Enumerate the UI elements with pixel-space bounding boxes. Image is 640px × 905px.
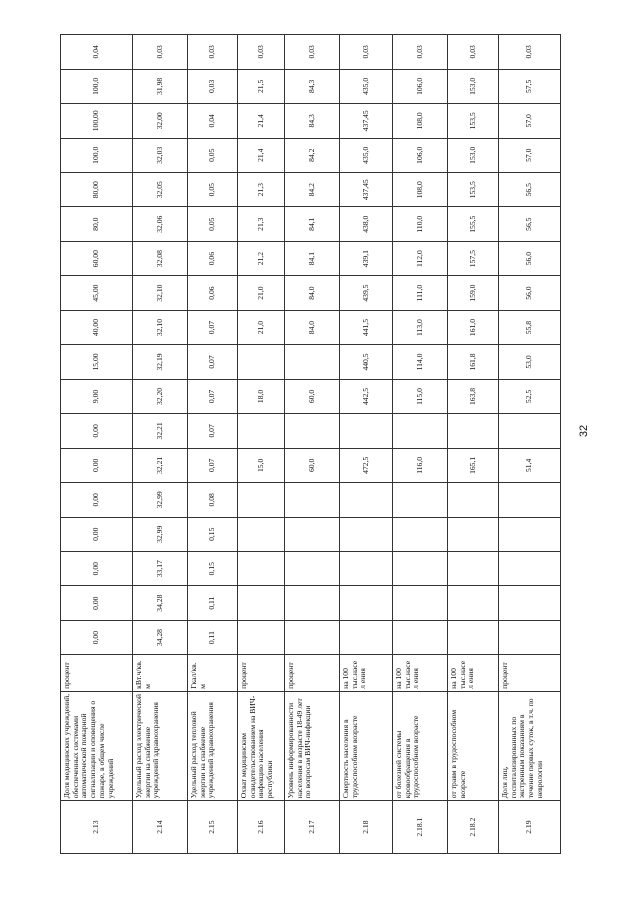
value-cell: 0,03 [393, 35, 448, 70]
value-cell [285, 586, 340, 620]
indicator-name-cell: от травм в трудоспособном возрасте [448, 691, 499, 800]
value-cell [393, 483, 448, 517]
value-cell: 0,05 [188, 173, 238, 207]
value-cell: 0,03 [133, 35, 188, 70]
value-cell: 52,5 [499, 379, 561, 413]
value-cell [393, 414, 448, 448]
value-cell: 161,0 [448, 310, 499, 344]
value-cell: 32,99 [133, 483, 188, 517]
value-cell [340, 414, 393, 448]
value-cell: 0,07 [188, 379, 238, 413]
value-cell: 0,00 [61, 517, 133, 551]
value-cell: 0,03 [448, 35, 499, 70]
value-cell: 15,0 [238, 448, 285, 482]
row-number-cell: 2.17 [285, 801, 340, 854]
value-cell: 40,00 [61, 310, 133, 344]
value-cell: 439,1 [340, 241, 393, 275]
value-cell: 32,03 [133, 138, 188, 172]
value-cell [238, 414, 285, 448]
value-cell: 0,03 [188, 69, 238, 103]
value-cell: 100,0 [61, 138, 133, 172]
value-cell: 435,0 [340, 138, 393, 172]
value-cell: 472,5 [340, 448, 393, 482]
value-cell: 0,03 [499, 35, 561, 70]
row-number-cell: 2.16 [238, 801, 285, 854]
table-row [393, 35, 448, 854]
value-cell: 0,00 [61, 414, 133, 448]
row-number-cell: 2.18.1 [393, 801, 448, 854]
value-cell: 0,05 [188, 207, 238, 241]
table-row [340, 35, 393, 854]
value-cell [285, 551, 340, 585]
value-cell [448, 620, 499, 654]
value-cell [499, 483, 561, 517]
unit-cell: процент [285, 655, 340, 691]
value-cell: 21,2 [238, 241, 285, 275]
value-cell: 84,2 [285, 173, 340, 207]
value-cell: 21,4 [238, 138, 285, 172]
value-cell: 435,0 [340, 69, 393, 103]
value-cell: 0,03 [188, 35, 238, 70]
value-cell: 53,0 [499, 345, 561, 379]
value-cell: 34,28 [133, 586, 188, 620]
indicator-name-cell: Смертность населения в трудоспособном возрасте [340, 691, 393, 800]
value-cell: 0,07 [188, 448, 238, 482]
value-cell: 34,28 [133, 620, 188, 654]
row-number-cell: 2.19 [499, 801, 561, 854]
indicators-table [60, 34, 561, 854]
value-cell: 60,00 [61, 241, 133, 275]
value-cell [285, 414, 340, 448]
value-cell: 438,0 [340, 207, 393, 241]
value-cell: 32,21 [133, 448, 188, 482]
value-cell: 0,06 [188, 241, 238, 275]
value-cell [340, 551, 393, 585]
value-cell [340, 620, 393, 654]
value-cell: 57,0 [499, 104, 561, 138]
value-cell: 32,19 [133, 345, 188, 379]
value-cell: 0,05 [188, 138, 238, 172]
unit-cell: на 100 тыс.насел ения [393, 655, 448, 691]
value-cell: 32,99 [133, 517, 188, 551]
value-cell: 80,0 [61, 207, 133, 241]
value-cell: 9,00 [61, 379, 133, 413]
row-number-cell: 2.18 [340, 801, 393, 854]
unit-cell: на 100 тыс.насел ения [448, 655, 499, 691]
value-cell: 0,07 [188, 310, 238, 344]
value-cell [340, 483, 393, 517]
value-cell [448, 414, 499, 448]
unit-cell: процент [499, 655, 561, 691]
row-number-cell: 2.15 [188, 801, 238, 854]
value-cell [499, 586, 561, 620]
value-cell: 0,03 [238, 35, 285, 70]
value-cell: 0,03 [340, 35, 393, 70]
value-cell [499, 620, 561, 654]
value-cell [285, 345, 340, 379]
value-cell: 442,5 [340, 379, 393, 413]
value-cell [393, 620, 448, 654]
value-cell: 0,15 [188, 551, 238, 585]
value-cell: 0,15 [188, 517, 238, 551]
value-cell: 0,11 [188, 620, 238, 654]
row-number-cell: 2.14 [133, 801, 188, 854]
value-cell: 21,0 [238, 310, 285, 344]
value-cell: 155,5 [448, 207, 499, 241]
value-cell: 84,3 [285, 104, 340, 138]
value-cell: 56,0 [499, 241, 561, 275]
value-cell: 56,5 [499, 173, 561, 207]
value-cell: 153,5 [448, 173, 499, 207]
value-cell: 56,0 [499, 276, 561, 310]
unit-cell: на 100 тыс.насел ения [340, 655, 393, 691]
table-row [61, 35, 133, 854]
value-cell: 440,5 [340, 345, 393, 379]
row-number-cell: 2.18.2 [448, 801, 499, 854]
value-cell: 15,00 [61, 345, 133, 379]
value-cell: 21,0 [238, 276, 285, 310]
value-cell [499, 517, 561, 551]
value-cell: 0,07 [188, 414, 238, 448]
value-cell [448, 551, 499, 585]
value-cell [393, 517, 448, 551]
indicator-name-cell: Уровень информированности населения в возрасте 18-49 лет по вопросам ВИЧ-инфекции [285, 691, 340, 800]
value-cell [340, 517, 393, 551]
table-row [285, 35, 340, 854]
value-cell: 45,00 [61, 276, 133, 310]
value-cell: 84,1 [285, 241, 340, 275]
value-cell: 153,5 [448, 104, 499, 138]
value-cell: 32,10 [133, 276, 188, 310]
value-cell: 113,0 [393, 310, 448, 344]
value-cell: 0,04 [188, 104, 238, 138]
value-cell [285, 483, 340, 517]
value-cell: 60,0 [285, 448, 340, 482]
value-cell: 32,21 [133, 414, 188, 448]
value-cell: 56,5 [499, 207, 561, 241]
value-cell [238, 620, 285, 654]
value-cell: 0,00 [61, 483, 133, 517]
value-cell: 110,0 [393, 207, 448, 241]
value-cell: 0,03 [285, 35, 340, 70]
value-cell [340, 586, 393, 620]
value-cell: 0,00 [61, 586, 133, 620]
value-cell: 18,0 [238, 379, 285, 413]
value-cell: 0,00 [61, 551, 133, 585]
value-cell: 21,4 [238, 104, 285, 138]
value-cell [393, 551, 448, 585]
value-cell: 84,1 [285, 207, 340, 241]
value-cell: 84,3 [285, 69, 340, 103]
value-cell: 114,0 [393, 345, 448, 379]
value-cell [448, 483, 499, 517]
value-cell: 106,0 [393, 69, 448, 103]
unit-cell: процент [238, 655, 285, 691]
value-cell: 84,2 [285, 138, 340, 172]
rotated-table-page [60, 34, 560, 854]
value-cell: 116,0 [393, 448, 448, 482]
value-cell: 437,45 [340, 104, 393, 138]
value-cell [238, 551, 285, 585]
value-cell [393, 586, 448, 620]
value-cell [448, 586, 499, 620]
value-cell: 32,00 [133, 104, 188, 138]
value-cell: 108,0 [393, 104, 448, 138]
value-cell [238, 586, 285, 620]
value-cell: 51,4 [499, 448, 561, 482]
value-cell [285, 517, 340, 551]
indicator-name-cell: Доля медицинских учреждений, обеспеченных системами автоматической пожарной сигнализации и оповещения о пожаре, в общем числе учреждений [61, 691, 133, 800]
value-cell: 108,0 [393, 173, 448, 207]
value-cell: 57,0 [499, 138, 561, 172]
value-cell [448, 517, 499, 551]
value-cell: 21,5 [238, 69, 285, 103]
value-cell [238, 517, 285, 551]
value-cell: 153,0 [448, 138, 499, 172]
indicator-name-cell: Охват медицинским освидетельствованием на ВИЧ-инфекцию населения республики [238, 691, 285, 800]
value-cell: 0,00 [61, 448, 133, 482]
value-cell: 437,45 [340, 173, 393, 207]
value-cell: 165,1 [448, 448, 499, 482]
value-cell: 0,06 [188, 276, 238, 310]
value-cell: 0,04 [61, 35, 133, 70]
value-cell [238, 483, 285, 517]
value-cell: 21,3 [238, 173, 285, 207]
value-cell: 33,17 [133, 551, 188, 585]
page-number: 32 [578, 424, 591, 438]
value-cell: 57,5 [499, 69, 561, 103]
indicator-name-cell: от болезней системы кровообращения в трудоспособном возрасте [393, 691, 448, 800]
value-cell: 100,0 [61, 69, 133, 103]
value-cell: 0,08 [188, 483, 238, 517]
value-cell: 60,0 [285, 379, 340, 413]
indicator-name-cell: Удельный расход тепловой энергии на снабжение учреждений здравоохранения [188, 691, 238, 800]
value-cell: 84,0 [285, 276, 340, 310]
value-cell: 163,8 [448, 379, 499, 413]
unit-cell: процент [61, 655, 133, 691]
table-row [448, 35, 499, 854]
value-cell: 80,00 [61, 173, 133, 207]
value-cell: 115,0 [393, 379, 448, 413]
table-row [133, 35, 188, 854]
value-cell: 32,06 [133, 207, 188, 241]
table-row [499, 35, 561, 854]
value-cell [499, 414, 561, 448]
value-cell [285, 620, 340, 654]
value-cell: 0,11 [188, 586, 238, 620]
value-cell: 31,98 [133, 69, 188, 103]
indicator-name-cell: Доля лиц, госпитализированных по экстренным показаниям в течение первых суток, в т.ч. по неврологии [499, 691, 561, 800]
value-cell: 32,20 [133, 379, 188, 413]
value-cell: 153,0 [448, 69, 499, 103]
value-cell: 84,0 [285, 310, 340, 344]
value-cell: 441,5 [340, 310, 393, 344]
value-cell: 0,07 [188, 345, 238, 379]
value-cell: 32,10 [133, 310, 188, 344]
value-cell: 159,0 [448, 276, 499, 310]
value-cell: 32,05 [133, 173, 188, 207]
value-cell: 439,5 [340, 276, 393, 310]
row-number-cell: 2.13 [61, 801, 133, 854]
unit-cell: кВт.ч/кв. м [133, 655, 188, 691]
value-cell: 157,5 [448, 241, 499, 275]
value-cell: 21,3 [238, 207, 285, 241]
value-cell: 32,08 [133, 241, 188, 275]
value-cell: 55,8 [499, 310, 561, 344]
value-cell [499, 551, 561, 585]
table-row [188, 35, 238, 854]
value-cell: 161,8 [448, 345, 499, 379]
indicator-name-cell: Удельный расход электрической энергии на снабжение учреждений здравоохранения [133, 691, 188, 800]
value-cell: 0,00 [61, 620, 133, 654]
table-row [238, 35, 285, 854]
value-cell: 112,0 [393, 241, 448, 275]
value-cell: 106,0 [393, 138, 448, 172]
value-cell: 100,00 [61, 104, 133, 138]
value-cell: 111,0 [393, 276, 448, 310]
unit-cell: Гкал/кв. м [188, 655, 238, 691]
value-cell [238, 345, 285, 379]
